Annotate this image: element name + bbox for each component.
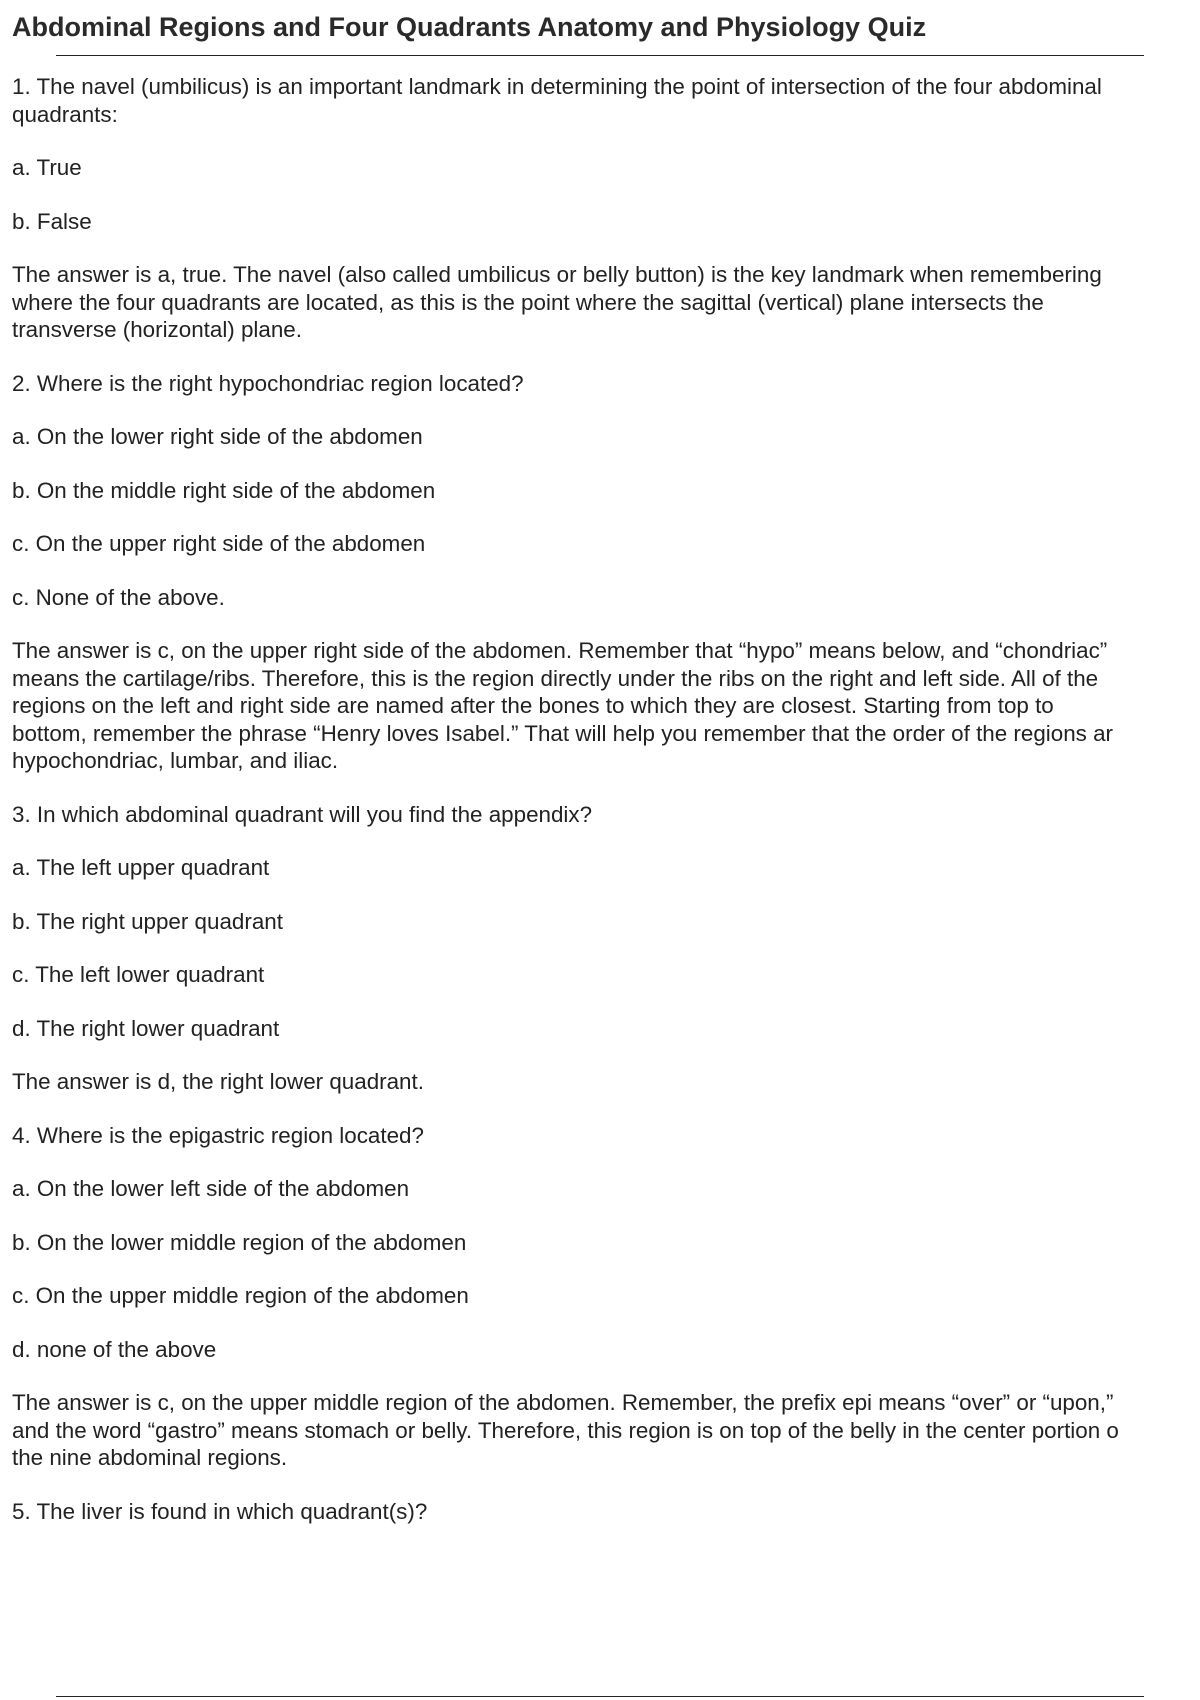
text-line: c. On the upper right side of the abdomen [12, 531, 426, 556]
page-title: Abdominal Regions and Four Quadrants Anatomy and Physiology Quiz [12, 12, 927, 42]
text-line: 1. The navel (umbilicus) is an important landmark in determining the point of intersection of the four abdominal [12, 74, 1102, 99]
title-divider [56, 55, 1144, 56]
quiz-question-paragraph [12, 801, 1200, 829]
text-line: regions on the left and right side are named after the bones to which they are closest. Starting from top to [12, 693, 1054, 718]
text-line: The answer is a, true. The navel (also called umbilicus or belly button) is the key landmark when remembering [12, 262, 1102, 287]
quiz-option-paragraph [12, 154, 1200, 182]
text-line: transverse (horizontal) plane. [12, 317, 302, 342]
quiz-answer-paragraph [12, 1389, 1200, 1472]
text-line: a. On the lower right side of the abdomen [12, 424, 423, 449]
text-line: 5. The liver is found in which quadrant(s)? [12, 1498, 428, 1524]
quiz-answer-paragraph [12, 1068, 1200, 1096]
text-line: 2. Where is the right hypochondriac region located? [12, 370, 524, 396]
text-line: the nine abdominal regions. [12, 1445, 288, 1470]
quiz-question-paragraph [12, 1122, 1200, 1150]
text-line: 4. Where is the epigastric region located? [12, 1122, 424, 1148]
text-line: d. none of the above [12, 1336, 217, 1362]
quiz-question-paragraph [12, 1498, 1200, 1526]
quiz-content [12, 73, 1200, 1551]
text-line: b. False [12, 208, 92, 234]
text-line: bottom, remember the phrase “Henry loves Isabel.” That will help you remember that the order of the regions ar [12, 720, 1113, 746]
quiz-option-paragraph [12, 584, 1200, 612]
text-line: a. On the lower left side of the abdomen [12, 1176, 410, 1201]
text-line: hypochondriac, lumbar, and iliac. [12, 748, 339, 773]
quiz-option-paragraph [12, 1175, 1200, 1203]
text-line: means the cartilage/ribs. Therefore, this is the region directly under the ribs on the right and left side. All of the [12, 665, 1099, 691]
quiz-option-paragraph [12, 854, 1200, 882]
text-line: The answer is c, on the upper middle region of the abdomen. Remember, the prefix epi means “over” or “upon,” [12, 1390, 1114, 1415]
text-line: b. The right upper quadrant [12, 908, 283, 934]
text-line: b. On the middle right side of the abdomen [12, 477, 436, 503]
quiz-option-paragraph [12, 530, 1200, 558]
quiz-option-paragraph [12, 1282, 1200, 1310]
quiz-question-paragraph [12, 73, 1200, 128]
quiz-answer-paragraph [12, 637, 1200, 775]
quiz-question-paragraph [12, 370, 1200, 398]
quiz-option-paragraph [12, 961, 1200, 989]
quiz-option-paragraph [12, 1336, 1200, 1364]
quiz-answer-paragraph [12, 261, 1200, 344]
quiz-option-paragraph [12, 208, 1200, 236]
footer-divider [56, 1696, 1144, 1697]
text-line: The answer is c, on the upper right side of the abdomen. Remember that “hypo” means below, and “chondriac” [12, 638, 1108, 663]
text-line: b. On the lower middle region of the abdomen [12, 1229, 467, 1255]
quiz-option-paragraph [12, 1015, 1200, 1043]
quiz-option-paragraph [12, 477, 1200, 505]
text-line: c. On the upper middle region of the abdomen [12, 1283, 469, 1308]
quiz-option-paragraph [12, 423, 1200, 451]
text-line: a. True [12, 155, 82, 180]
quiz-option-paragraph [12, 908, 1200, 936]
text-line: 3. In which abdominal quadrant will you find the appendix? [12, 801, 593, 827]
text-line: quadrants: [12, 101, 118, 127]
text-line: a. The left upper quadrant [12, 855, 270, 880]
quiz-option-paragraph [12, 1229, 1200, 1257]
text-line: and the word “gastro” means stomach or belly. Therefore, this region is on top of the belly in the center portion o [12, 1417, 1119, 1443]
text-line: The answer is d, the right lower quadrant. [12, 1069, 424, 1094]
text-line: d. The right lower quadrant [12, 1015, 280, 1041]
text-line: where the four quadrants are located, as this is the point where the sagittal (vertical) plane intersects the [12, 289, 1044, 315]
text-line: c. None of the above. [12, 584, 225, 610]
text-line: c. The left lower quadrant [12, 962, 265, 987]
